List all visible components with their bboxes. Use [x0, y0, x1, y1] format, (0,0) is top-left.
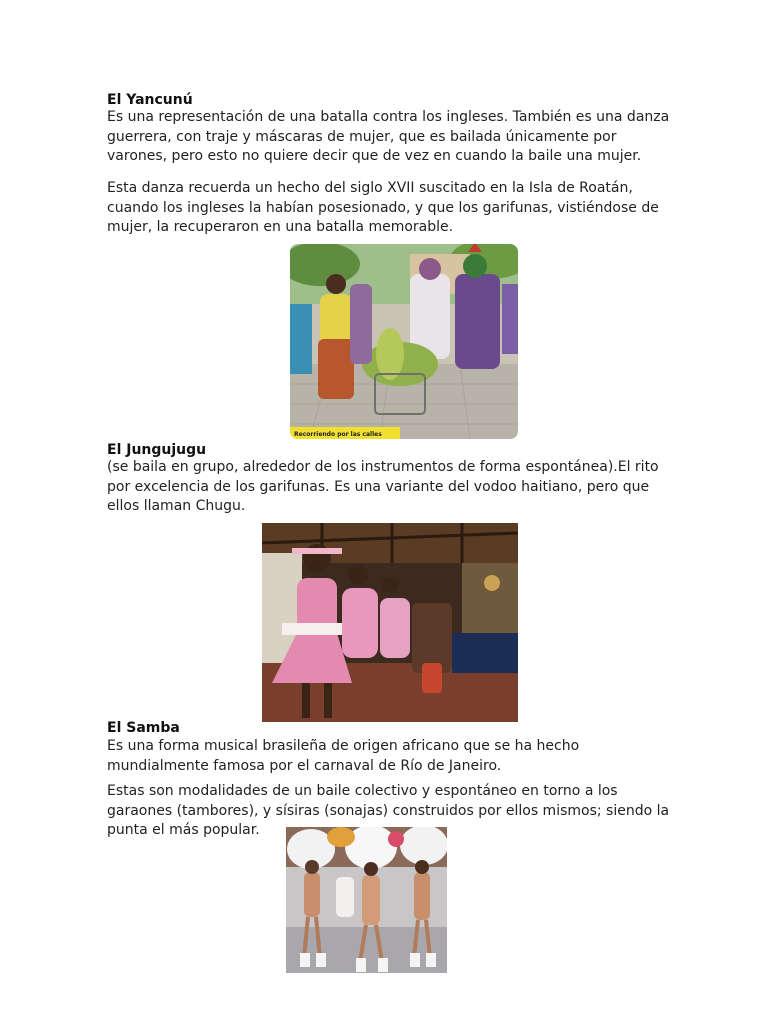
section-title-jungujugu: El Jungujugu [107, 442, 207, 458]
paragraph-samba-2: Estas son modalidades de un baile colectivo y espontáneo en torno a los garaones (tambores), y sísiras (sonajas) construidos por ellos mismos; siendo la punta el más popular. [107, 783, 670, 838]
paragraph-yancunu-1: Es una representación de una batalla contra los ingleses. También es una danza guerrera, con traje y máscaras de mujer, que es bailada únicamente por varones, pero esto no quiere decir que de vez en cuando la baile una mujer. [107, 109, 670, 164]
section-title-yancunu: El Yancunú [107, 92, 193, 108]
paragraph-jungujugu-1: (se baila en grupo, alrededor de los instrumentos de forma espontánea).El rito por excelencia de los garifunas. Es una variante del vodoo haitiano, pero que ellos llaman Chugu. [107, 459, 659, 514]
paragraph-yancunu-2: Esta danza recuerda un hecho del siglo XVII suscitado en la Isla de Roatán, cuando los ingleses la habían posesionado, y que los garifunas, vistiéndose de mujer, la recuperaron en una batalla memorable. [107, 180, 659, 235]
samba-dance-photo [286, 827, 447, 973]
yancunu-dance-photo [290, 244, 518, 439]
photo-caption-banner: Recorriendo por las calles [294, 431, 382, 438]
paragraph-samba-1: Es una forma musical brasileña de origen africano que se ha hecho mundialmente famosa por el carnaval de Río de Janeiro. [107, 738, 580, 774]
jungujugu-dance-photo [262, 523, 518, 722]
section-title-samba: El Samba [107, 720, 180, 736]
